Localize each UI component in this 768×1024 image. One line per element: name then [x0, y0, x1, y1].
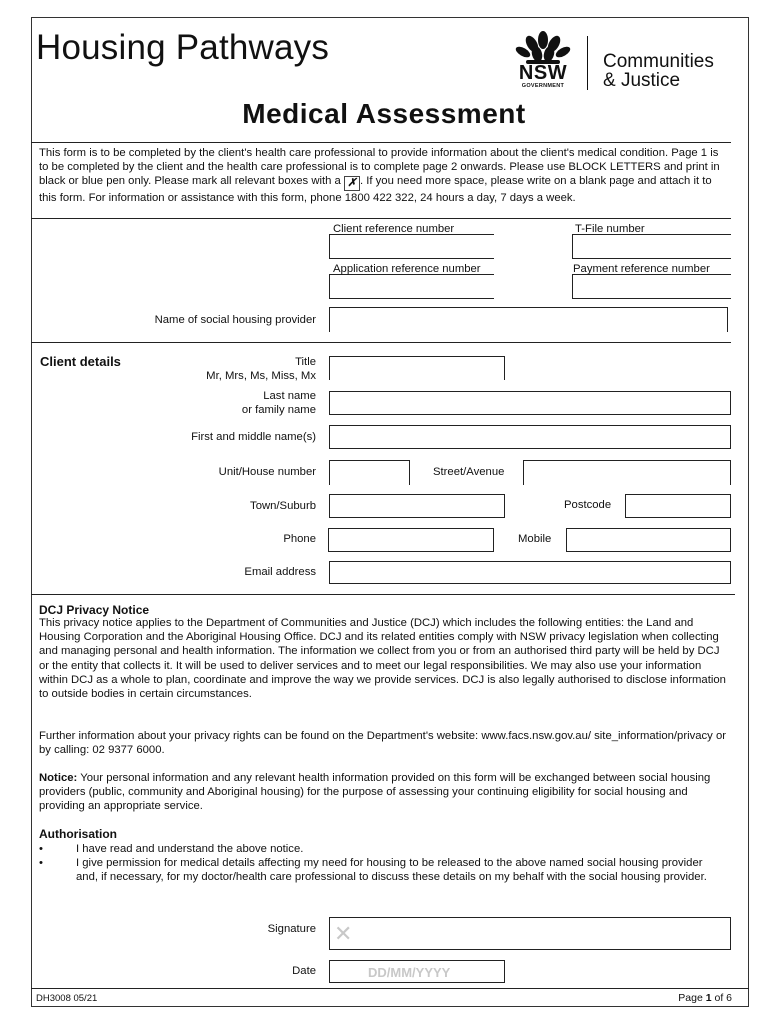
- mobile-label: Mobile: [518, 533, 552, 545]
- title-label: Title: [295, 356, 316, 368]
- privacy-paragraph-2: Further information about your privacy rights can be found on the Department's website: www.facs.nsw.gov.au/ site_information/privacy or by calling: 02 9377 6000.: [39, 730, 726, 757]
- email-field[interactable]: [329, 561, 731, 584]
- form-code: DH3008 05/21: [36, 993, 98, 1004]
- signature-label: Signature: [267, 923, 316, 935]
- title-rule: [31, 142, 731, 143]
- signature-cross-icon: ✕: [334, 921, 353, 946]
- bullet-icon: •: [39, 843, 43, 855]
- privacy-heading: DCJ Privacy Notice: [39, 603, 150, 617]
- email-label: Email address: [244, 566, 316, 578]
- phone-field[interactable]: [328, 528, 494, 552]
- postcode-field[interactable]: [625, 494, 731, 518]
- application-reference-field[interactable]: [329, 274, 494, 299]
- cross-mark-example-icon: ✗: [344, 176, 360, 191]
- nsw-logo-subtext: GOVERNMENT: [521, 83, 565, 89]
- title-field[interactable]: [329, 356, 505, 380]
- intro-rule: [31, 218, 731, 219]
- client-details-heading: Client details: [40, 354, 121, 369]
- social-housing-provider-label: Name of social housing provider: [154, 314, 316, 326]
- application-reference-label: Application reference number: [333, 263, 481, 275]
- page-current: 1: [705, 992, 712, 1004]
- last-name-label-2: or family name: [241, 404, 316, 416]
- t-file-field[interactable]: [572, 234, 731, 259]
- intro-text: [39, 146, 729, 206]
- phone-label: Phone: [283, 533, 316, 545]
- client-reference-label: Client reference number: [333, 223, 455, 235]
- nsw-government-logo: [512, 30, 574, 92]
- department-line-1: Communities: [603, 51, 714, 72]
- social-housing-provider-field[interactable]: [329, 307, 728, 332]
- privacy-notice: [39, 771, 729, 814]
- street-field[interactable]: [523, 460, 731, 485]
- title-options: Mr, Mrs, Ms, Miss, Mx: [206, 370, 316, 382]
- privacy-rule: [31, 594, 735, 595]
- first-names-label: First and middle name(s): [191, 431, 316, 443]
- logo-divider: [587, 36, 588, 90]
- client-reference-field[interactable]: [329, 234, 494, 259]
- intro-text-start: This form is to be completed by the client's health care professional to provide information about the client's medical condition. Page 1 is to be completed by the client and the health care professional is to complete page 2 onwards. Please use BLOCK LETTERS and print in black or blue pen only. Please mark all relevant boxes with a: [39, 147, 720, 188]
- page-suffix: of 6: [711, 992, 732, 1004]
- town-label: Town/Suburb: [250, 500, 316, 512]
- signature-field[interactable]: [329, 917, 731, 950]
- intro-text-end: . If you need more space, please write on a blank page and attach it to this form. For information or assistance with this form, phone 1800 422 322, 24 hours a day, 7 days a week.: [39, 175, 712, 205]
- page-prefix: Page: [678, 992, 706, 1004]
- footer-rule: [31, 988, 749, 989]
- postcode-label: Postcode: [564, 499, 612, 511]
- unit-house-label: Unit/House number: [218, 466, 316, 478]
- mobile-field[interactable]: [566, 528, 731, 552]
- page-number: [660, 992, 732, 1004]
- department-name: [603, 52, 714, 90]
- authorisation-heading: Authorisation: [39, 827, 117, 841]
- date-field[interactable]: [329, 960, 505, 983]
- form-title: Medical Assessment: [242, 98, 526, 129]
- date-placeholder: DD/MM/YYYY: [368, 965, 451, 980]
- waratah-icon: [512, 30, 574, 66]
- payment-reference-label: Payment reference number: [573, 263, 710, 275]
- client-details-rule: [31, 342, 731, 343]
- unit-house-field[interactable]: [329, 460, 410, 485]
- date-label: Date: [292, 965, 316, 977]
- payment-reference-field[interactable]: [572, 274, 731, 299]
- brand-title: Housing Pathways: [36, 28, 330, 67]
- first-names-field[interactable]: [329, 425, 731, 449]
- privacy-paragraph-1: This privacy notice applies to the Department of Communities and Justice (DCJ) which includes the following entities: the Land and Housing Corporation and the Aboriginal Housing Office. DCJ and its related entities comply with NSW privacy legislation when collecting and managing personal and health information. The information we collect from you or from an authorised third party will be held by DCJ or the entity that collects it. It will be used to deliver services and to meet our legal responsibilities. We may also use your information within DCJ as a whole to plan, coordinate and improve the way we provide services. DCJ is also legally authorised to disclose information to outside bodies in certain circumstances.: [39, 617, 726, 701]
- t-file-label: T-File number: [575, 223, 645, 235]
- authorisation-item-text: I give permission for medical details affecting my need for housing to be released to the above named social housing provider and, if necessary, for my doctor/health care professional to discuss these details on my behalf with the social housing provider.: [76, 857, 707, 884]
- department-line-2: & Justice: [603, 70, 681, 91]
- bullet-icon: •: [39, 857, 43, 869]
- notice-text: Your personal information and any relevant health information provided on this form will be exchanged between social housing providers (public, community and Aboriginal housing) for the purpose of assessing your continuing eligibility for social housing and providing an appropriate service.: [39, 772, 711, 813]
- nsw-logo-text: NSW: [518, 62, 568, 84]
- street-label: Street/Avenue: [433, 466, 505, 478]
- last-name-field[interactable]: [329, 391, 731, 415]
- town-field[interactable]: [329, 494, 505, 518]
- notice-label: Notice:: [39, 772, 78, 784]
- authorisation-item-text: I have read and understand the above notice.: [76, 843, 304, 855]
- last-name-label-1: Last name: [263, 390, 316, 402]
